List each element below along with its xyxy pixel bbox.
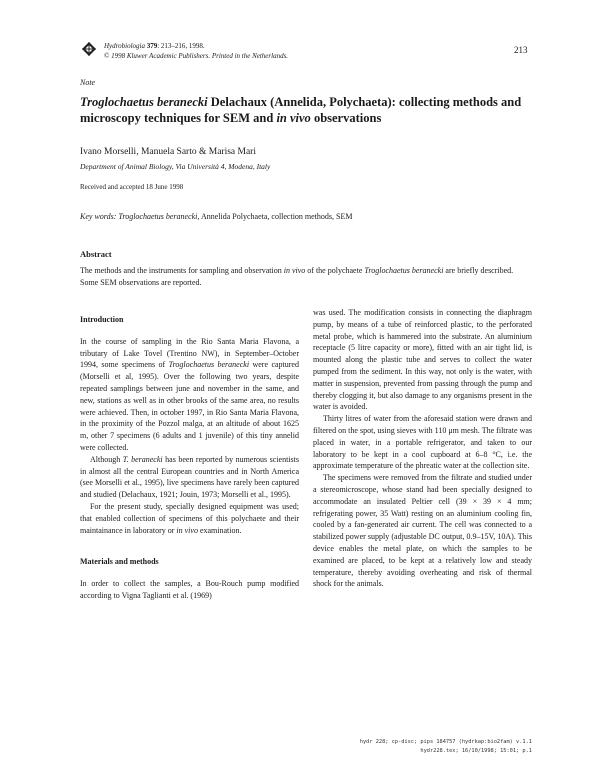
typesetting-footer — [320, 738, 532, 756]
footer-line-1: hydr 228; cp-disc; pips 184757 (hydrkap:bio2fam) v.1.1 — [359, 739, 532, 745]
text-run: Although — [90, 454, 123, 464]
affiliation: Department of Animal Biology, Via Università 4, Modena, Italy — [80, 162, 271, 171]
publisher-logo-icon — [80, 40, 98, 58]
methods-paragraph-3: The specimens were removed from the filtrate and studied under a stereomicroscope, whose stand had been specially designed to accommodate an insulated Peltier cell (39 × 39 × 4 mm; refrigerating power, 35 Watt) resting on an aluminium cooling fin, cooled by a fan-generated air current. The cell was connected to a stabilized power supply (adjustable DC output, 0.9–15V, 10A). This device enables the metal plate, on which the samples to be examined are placed, to be kept at a relatively low and steady temperature, thereby avoiding overheating and risk of thermal shock for the animals. — [313, 473, 532, 589]
intro-paragraph-2 — [80, 454, 299, 501]
keywords-rest: , Annelida Polychaeta, collection methods, SEM — [197, 212, 353, 221]
abstract-heading: Abstract — [80, 249, 112, 259]
note-label: Note — [80, 78, 96, 87]
journal-citation — [104, 41, 288, 61]
abstract-italic: Troglochaetus beranecki — [364, 266, 444, 275]
journal-volume: 379 — [146, 42, 158, 50]
journal-pages: : 213–216, 1998. — [157, 42, 205, 50]
title-text: Delachaux (Annelida, Polychaeta): collecting methods and microscopy techniques for SEM and — [80, 95, 522, 125]
footer-line-2: hydr228.tex; 16/10/1998; 15:01; p.1 — [420, 748, 532, 754]
right-column — [313, 307, 532, 590]
title-species: Troglochaetus beranecki — [80, 95, 208, 109]
text-run-italic: in vivo — [176, 525, 198, 535]
intro-paragraph-1 — [80, 336, 299, 454]
methods-paragraph-1: In order to collect the samples, a Bou-Rouch pump modified according to Vigna Taglianti et al. (1969) — [80, 579, 299, 600]
title-in-vivo: in vivo — [276, 111, 311, 125]
text-run: In the course of sampling in the Rio Santa Maria Flavona, a tributary of Lake Tovel (Trentino NW), in September–October 1994, some specimens of — [80, 336, 299, 370]
abstract-part: are briefly described. Some SEM observations are reported. — [80, 266, 514, 287]
text-run: has been reported by numerous scientists in almost all the central European countries and in North America (see Morselli et al., 1995), live specimens have rarely been captured and studied (Delachaux, 1921; Jouin, 1973; Morselli et al., 1995). — [80, 454, 299, 500]
abstract-italic: in vivo — [283, 266, 306, 275]
text-run: For the present study, specially designed equipment was used; that enabled collection of specimens of this polychaete and their maintainance in laboratory or — [80, 501, 299, 535]
keywords — [80, 212, 353, 221]
journal-name: Hydrobiologia — [104, 42, 145, 50]
text-run: were captured (Morselli et al, 1995). Over the following two years, despite repeated samplings between june and november in the same, and new, stations as well as in other brooks of the same area, no results were achieved. Then, in october 1997, in Rio Santa Maria Flavona, in the proximity of the Pozzol malga, at an altitude of about 1625 m, other 7 specimens (6 adults and 1 juvenile) of this tiny annelid were collected. — [80, 360, 299, 452]
title-tail: observations — [310, 111, 382, 125]
introduction-heading: Introduction — [80, 315, 124, 324]
abstract-part: The methods and the instruments for sampling and observation — [80, 266, 284, 275]
abstract-part: of the polychaete — [305, 266, 365, 275]
methods-paragraph-2: Thirty litres of water from the aforesaid station were drawn and filtered on the spot, using sieves with 110 μm mesh. The filtrate was placed in water, in a portable refrigerator, and taken to our laboratory to be kept in a cool cupboard at 6–8 °C, i.e. the approximate temperature of the phreatic water at the collection site. — [313, 414, 532, 471]
left-column — [80, 314, 299, 602]
authors: Ivano Morselli, Manuela Sarto & Marisa Mari — [80, 147, 256, 157]
article-title — [80, 94, 530, 126]
page-number: 213 — [514, 45, 528, 55]
keywords-species: Troglochaetus beranecki — [118, 212, 198, 221]
intro-paragraph-3 — [80, 501, 299, 536]
methods-heading: Materials and methods — [80, 557, 159, 567]
text-run-italic: T. beranecki — [122, 454, 163, 464]
methods-paragraph-1-continued: was used. The modification consists in connecting the diaphragm pump, by means of a tube of reinforced plastic, to the perforated metal probe, which is hammered into the substrate. An aluminium receptacle (5 litre capacity or more), fitted with an air tight lid, is mounted along the plastic tube and serves to collect the water pumped from the sediment. In this way, not only is the water, with matter in suspension, prevented from passing through the pump and thereby clogging it, but also damage to any organisms present in the water is avoided. — [313, 308, 532, 412]
copyright-line: © 1998 Kluwer Academic Publishers. Printed in the Netherlands. — [104, 52, 289, 60]
text-run-italic: Troglochaetus beranecki — [168, 360, 250, 370]
abstract-text — [80, 265, 530, 288]
received-date: Received and accepted 18 June 1998 — [80, 183, 184, 191]
keywords-label: Key words: — [80, 212, 117, 221]
text-run: examination. — [197, 525, 242, 535]
